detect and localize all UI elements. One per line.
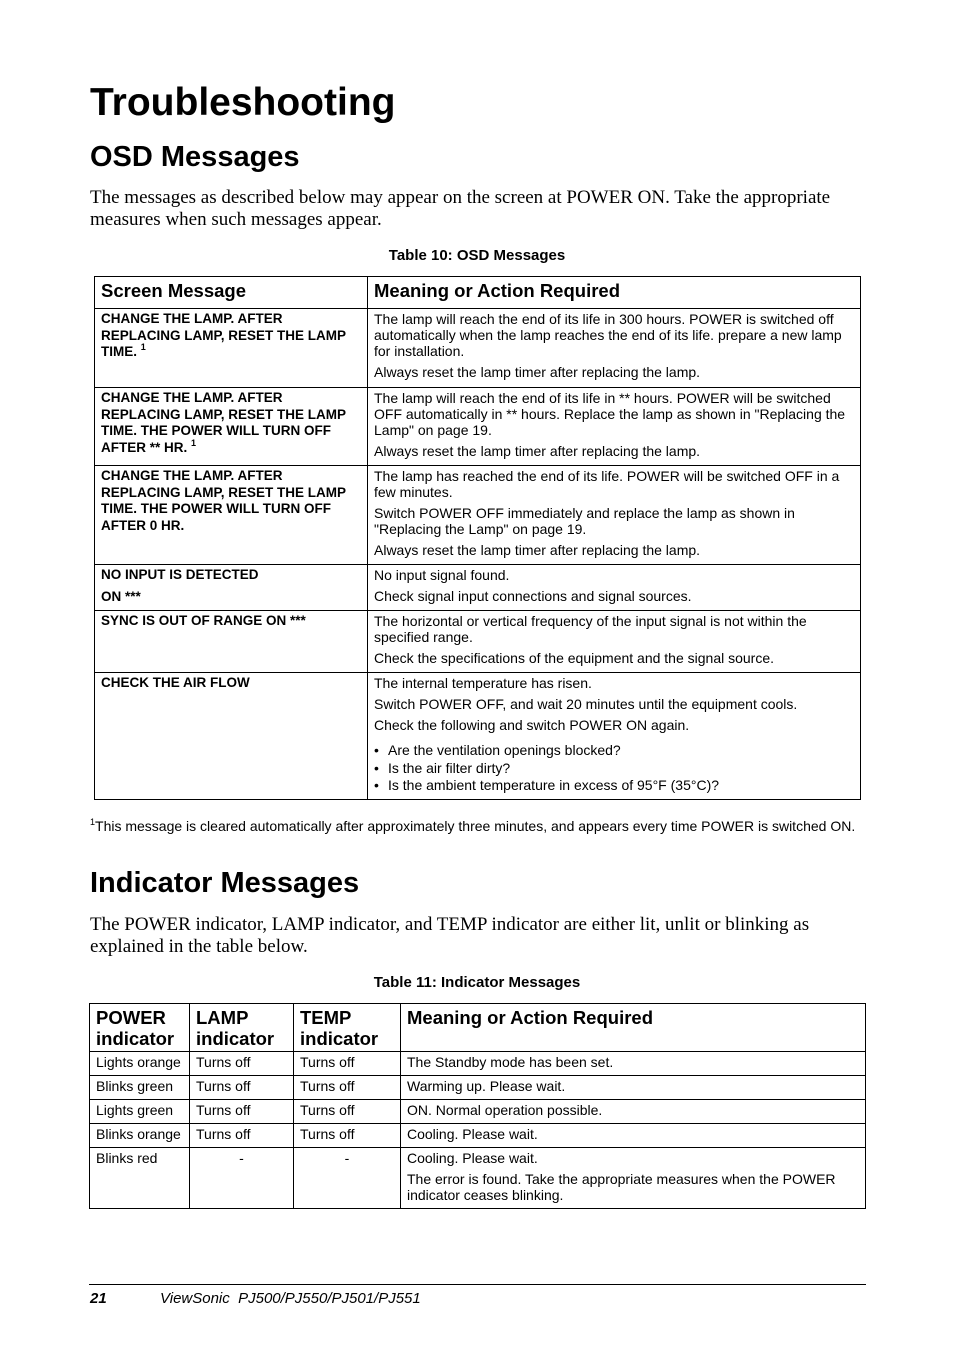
footnote-ref: 1 [191,437,197,448]
osd-message-cell [95,565,368,611]
lamp-cell: - [190,1148,294,1209]
osd-message-cell [95,388,368,466]
osd-action-text: Check the following and switch POWER ON again. [374,717,690,733]
osd-action-text: The lamp will reach the end of its life in ** hours. POWER will be switched OFF automatically in ** hours. Replace the lamp as shown in "Replacing the Lamp" on page 19. [374,390,846,438]
indicator-table-caption: Table 11: Indicator Messages [373,974,581,991]
osd-message-cell [95,309,368,388]
footnote-text: This message is cleared automatically after approximately three minutes, and appears every time POWER is switched ON. [95,818,856,834]
footnote-ref: 1 [140,342,146,353]
meaning-cell: The Standby mode has been set. [401,1052,866,1076]
osd-action-cell [368,466,861,565]
indicator-header-lamp: LAMP indicator [190,1004,294,1052]
osd-message-text: CHANGE THE LAMP. AFTER REPLACING LAMP, RESET THE LAMP TIME. THE POWER WILL TURN OFF AFTER 0 HR. [101,468,346,533]
osd-action-text: The lamp has reached the end of its life. POWER will be switched OFF in a few minutes. [374,468,840,500]
table-row [95,673,861,800]
power-cell: Blinks red [90,1148,190,1209]
table-row [90,1076,866,1100]
osd-message-text: CHANGE THE LAMP. AFTER REPLACING LAMP, RESET THE LAMP TIME. [101,311,346,360]
temp-cell: Turns off [294,1076,401,1100]
table-row [95,611,861,673]
lamp-cell: Turns off [190,1076,294,1100]
checklist [374,742,854,795]
osd-action-text: Always reset the lamp timer after replacing the lamp. [374,443,701,459]
list-item: • Is the ambient temperature in excess of 95°F (35°C)? [374,777,720,793]
table-row [95,388,861,466]
list-item: • Are the ventilation openings blocked? [374,742,621,758]
osd-action-text: Always reset the lamp timer after replacing the lamp. [374,364,701,380]
table-row [95,309,861,388]
lamp-cell: Turns off [190,1124,294,1148]
osd-messages-table [94,276,861,800]
osd-message-cell [95,611,368,673]
osd-action-cell [368,388,861,466]
osd-intro-text: The messages as described below may appear on the screen at POWER ON. Take the appropriate measures when such messages appear. [90,187,831,230]
meaning-text: Cooling. Please wait. [407,1150,538,1166]
osd-action-text: The horizontal or vertical frequency of the input signal is not within the specified range. [374,613,807,645]
osd-table-header-row [95,277,861,309]
osd-action-text: Always reset the lamp timer after replacing the lamp. [374,542,701,558]
power-cell: Blinks orange [90,1124,190,1148]
bullet-icon: • [374,759,379,776]
meaning-cell: ON. Normal operation possible. [401,1100,866,1124]
osd-footnote [90,818,865,834]
osd-header-meaning: Meaning or Action Required [368,277,861,309]
indicator-header-temp: TEMP indicator [294,1004,401,1052]
table-row [90,1124,866,1148]
osd-message-text: NO INPUT IS DETECTED [101,567,259,582]
lamp-cell: Turns off [190,1100,294,1124]
osd-action-cell [368,309,861,388]
osd-action-cell [368,673,861,800]
meaning-cell: Warming up. Please wait. [401,1076,866,1100]
osd-action-text: No input signal found. [374,567,510,583]
list-item: • Is the air filter dirty? [374,759,511,776]
osd-action-text: Switch POWER OFF immediately and replace the lamp as shown in "Replacing the Lamp" on page 19. [374,505,795,537]
table-row [90,1100,866,1124]
indicator-section-heading: Indicator Messages [90,867,360,899]
footer-product-name: ViewSonic PJ500/PJ550/PJ501/PJ551 [160,1290,421,1307]
table-row [95,466,861,565]
osd-table-caption: Table 10: OSD Messages [388,247,566,264]
osd-message-text: CHECK THE AIR FLOW [101,675,250,690]
power-cell: Lights green [90,1100,190,1124]
footnote-mark: 1 [90,817,96,827]
osd-header-screen-message: Screen Message [95,277,368,309]
temp-cell: Turns off [294,1124,401,1148]
osd-action-text: Check signal input connections and signal sources. [374,588,692,604]
bullet-icon: • [374,742,379,758]
table-row [95,565,861,611]
osd-action-cell [368,565,861,611]
power-cell: Lights orange [90,1052,190,1076]
indicator-intro-text: The POWER indicator, LAMP indicator, and TEMP indicator are either lit, unlit or blinking as explained in the table below. [90,914,810,957]
osd-message-cell [95,466,368,565]
page-title: Troubleshooting [90,81,396,124]
indicator-table-header-row [90,1004,866,1052]
meaning-cell [401,1148,866,1209]
osd-action-text: The internal temperature has risen. [374,675,592,691]
indicator-header-power: POWER indicator [90,1004,190,1052]
meaning-text: The error is found. Take the appropriate measures when the POWER indicator ceases blinking. [407,1171,836,1203]
osd-action-cell [368,611,861,673]
temp-cell: Turns off [294,1052,401,1076]
osd-message-cell [95,673,368,800]
osd-section-heading: OSD Messages [90,141,300,173]
osd-action-text: The lamp will reach the end of its life in 300 hours. POWER is switched off automatically when the lamp reaches the end of its life. prepare a new lamp for installation. [374,311,842,359]
osd-action-text: Switch POWER OFF, and wait 20 minutes until the equipment cools. [374,696,798,712]
osd-message-text: CHANGE THE LAMP. AFTER REPLACING LAMP, RESET THE LAMP TIME. THE POWER WILL TURN OFF AFTER ** HR. [101,390,346,455]
meaning-cell: Cooling. Please wait. [401,1124,866,1148]
table-row [90,1052,866,1076]
indicator-header-meaning: Meaning or Action Required [401,1004,866,1052]
table-row [90,1148,866,1209]
temp-cell: - [294,1148,401,1209]
bullet-icon: • [374,777,379,793]
osd-message-text: ON *** [101,588,141,604]
indicator-messages-table [89,1003,866,1209]
footer-divider [89,1284,866,1285]
page-number: 21 [90,1290,107,1307]
osd-action-text: Check the specifications of the equipment and the signal source. [374,650,775,666]
osd-message-text: SYNC IS OUT OF RANGE ON *** [101,613,306,628]
temp-cell: Turns off [294,1100,401,1124]
power-cell: Blinks green [90,1076,190,1100]
lamp-cell: Turns off [190,1052,294,1076]
